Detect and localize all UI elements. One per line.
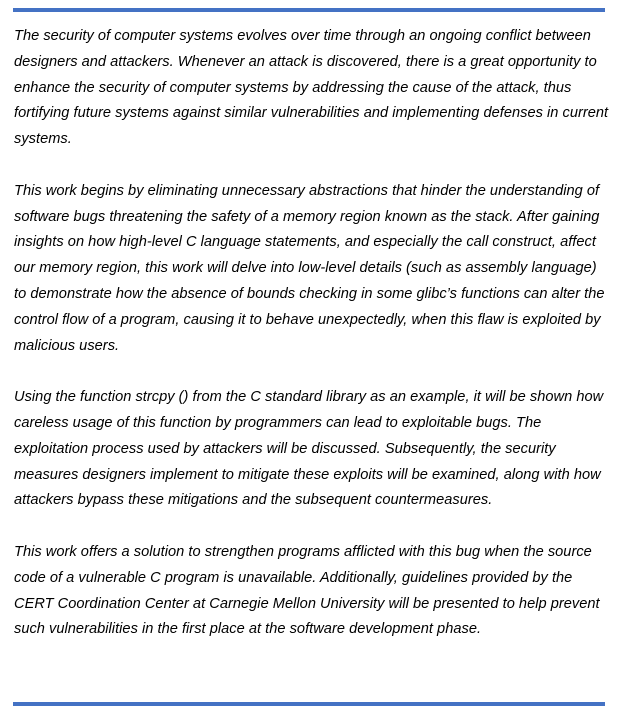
paragraph-2: This work begins by eliminating unnecessary abstractions that hinder the understanding of software bugs threatening the safety of a memory region known as the stack. After gaining insights on how high-level C language statements, and especially the call construct, affect our memory region, this work will delve into low-level details (such as assembly language) to demonstrate how the absence of bounds checking in some glibc’s functions can alter the control flow of a program, causing it to behave unexpectedly, when this flaw is exploited by malicious users.	[14, 182, 605, 354]
paragraph-4: This work offers a solution to strengthen programs afflicted with this bug when the source code of a vulnerable C program is unavailable. Additionally, guidelines provided by the CERT Coordination Center at Carnegie Mellon University will be presented to help prevent such vulnerabilities in the first place at the software development phase.	[14, 543, 600, 638]
bottom-rule	[13, 702, 605, 706]
abstract-text	[14, 24, 610, 643]
top-rule	[13, 8, 605, 12]
paragraph-3: Using the function strcpy () from the C standard library as an example, it will be shown how careless usage of this function by programmers can lead to exploitable bugs. The exploitation process used by attackers will be discussed. Subsequently, the security measures designers implement to mitigate these exploits will be examined, along with how attackers bypass these mitigations and the subsequent countermeasures.	[14, 389, 604, 509]
paragraph-1: The security of computer systems evolves over time through an ongoing conflict between designers and attackers. Whenever an attack is discovered, there is a great opportunity to enhance the security of computer systems by addressing the cause of the attack, thus fortifying future systems against similar vulnerabilities and implementing defenses in current systems.	[14, 28, 609, 148]
